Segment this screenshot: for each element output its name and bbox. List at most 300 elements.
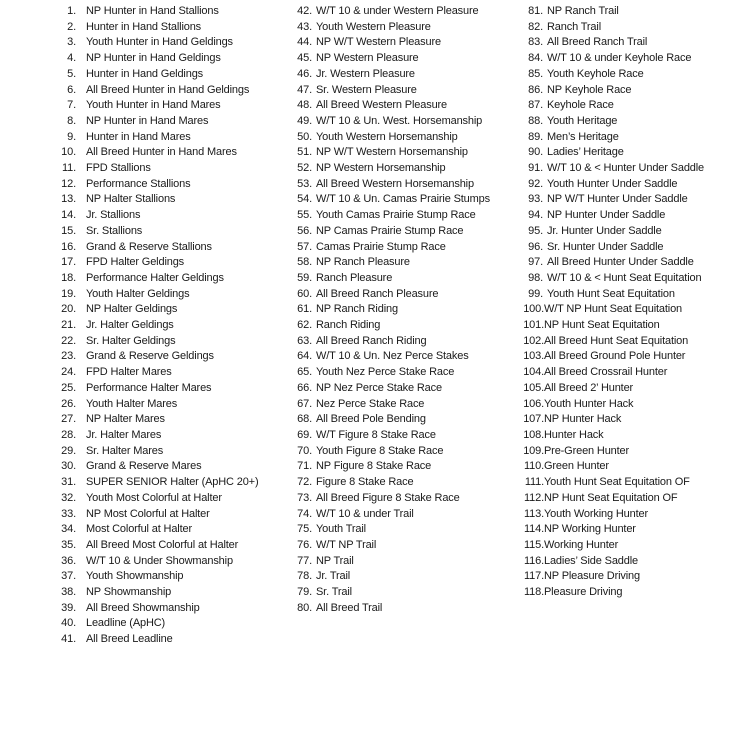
class-list-item — [293, 554, 493, 570]
class-list-item — [522, 459, 722, 475]
class-list-item — [522, 569, 722, 585]
class-number: 117. — [524, 570, 544, 583]
class-name: W/T 10 & < Hunt Seat Equitation — [547, 271, 702, 284]
class-name: Pleasure Driving — [544, 586, 623, 599]
class-name: Jr. Halter Mares — [86, 428, 162, 441]
class-list-item — [55, 130, 267, 146]
class-name: NP Hunter in Hand Geldings — [86, 52, 221, 65]
class-number: 101. — [523, 319, 544, 332]
class-list-item — [522, 114, 722, 130]
class-name: NP Most Colorful at Halter — [86, 507, 210, 520]
class-list-item — [55, 428, 267, 444]
class-name: Grand & Reserve Stallions — [86, 240, 212, 253]
class-list-item — [55, 240, 267, 256]
class-list-item — [55, 318, 267, 334]
class-list-item — [522, 271, 722, 287]
class-number: 102. — [523, 334, 544, 347]
class-name: Working Hunter — [544, 538, 619, 551]
class-list-item — [293, 569, 493, 585]
class-number: 59. — [297, 271, 312, 284]
class-number: 25. — [61, 381, 76, 394]
class-number: 86. — [528, 83, 543, 96]
class-number: 109. — [523, 444, 544, 457]
class-number: 77. — [297, 554, 312, 567]
class-number: 79. — [297, 586, 312, 599]
class-list-item — [522, 177, 722, 193]
class-name: W/T 10 & Under Showmanship — [86, 554, 233, 567]
class-list-item — [55, 585, 267, 601]
class-name: Youth Trail — [316, 523, 366, 536]
class-name: All Breed Hunter in Hand Geldings — [86, 83, 250, 96]
class-name: NP Camas Prairie Stump Race — [316, 224, 464, 237]
class-number: 90. — [528, 146, 543, 159]
class-name: NP Keyhole Race — [547, 83, 632, 96]
class-number: 7. — [67, 99, 76, 112]
class-name: NP Halter Geldings — [86, 303, 178, 316]
class-name: W/T NP Hunt Seat Equitation — [544, 303, 683, 316]
class-list-item — [293, 192, 493, 208]
class-number: 2. — [67, 20, 76, 33]
class-number: 11. — [61, 162, 76, 175]
class-list-item — [293, 114, 493, 130]
class-number: 14. — [61, 209, 76, 222]
class-name: Youth Working Hunter — [544, 507, 649, 520]
class-list-item — [522, 98, 722, 114]
class-list-item — [293, 51, 493, 67]
class-number: 39. — [61, 601, 76, 614]
class-number: 50. — [297, 130, 312, 143]
class-list-item — [55, 522, 267, 538]
class-name: All Breed Western Horsemanship — [316, 177, 474, 190]
class-name: All Breed Hunt Seat Equitation — [544, 334, 689, 347]
class-list-item — [522, 83, 722, 99]
class-name: Sr. Hunter Under Saddle — [547, 240, 664, 253]
class-name: Pre-Green Hunter — [544, 444, 630, 457]
class-name: W/T 10 & under Keyhole Race — [547, 52, 692, 65]
class-name: W/T 10 & under Trail — [316, 507, 414, 520]
class-list-item — [293, 302, 493, 318]
class-name: FPD Halter Mares — [86, 366, 172, 379]
class-list-item — [293, 365, 493, 381]
class-list-item — [522, 412, 722, 428]
class-number: 75. — [297, 523, 312, 536]
class-name: Nez Perce Stake Race — [316, 397, 425, 410]
class-number: 60. — [297, 287, 312, 300]
class-name: Performance Stallions — [86, 177, 191, 190]
class-list-item — [55, 569, 267, 585]
class-name: Youth Hunter Hack — [544, 397, 634, 410]
class-name: Youth Halter Geldings — [86, 287, 190, 300]
class-name: Youth Western Pleasure — [316, 20, 431, 33]
class-list-item — [522, 302, 722, 318]
class-number: 87. — [528, 99, 543, 112]
class-name: Performance Halter Mares — [86, 381, 212, 394]
class-name: W/T 10 & Un. West. Horsemanship — [316, 114, 483, 127]
class-number: 89. — [528, 130, 543, 143]
class-name: Youth Hunt Seat Equitation OF — [544, 476, 690, 489]
class-list-item — [522, 507, 722, 523]
class-name: Hunter in Hand Mares — [86, 130, 191, 143]
class-number: 99. — [528, 287, 543, 300]
class-number: 64. — [297, 350, 312, 363]
class-list-item — [522, 240, 722, 256]
class-name: Youth Halter Mares — [86, 397, 178, 410]
class-list-item — [522, 365, 722, 381]
class-name: W/T 10 & under Western Pleasure — [316, 5, 479, 17]
class-name: Ranch Trail — [547, 20, 601, 33]
class-name: Youth Hunter in Hand Geldings — [86, 36, 233, 49]
class-list-item — [293, 507, 493, 523]
class-name: Performance Halter Geldings — [86, 271, 224, 284]
class-list-item — [55, 98, 267, 114]
class-number: 84. — [528, 52, 543, 65]
class-number: 38. — [61, 586, 76, 599]
class-list-item — [522, 130, 722, 146]
class-name: Hunter in Hand Geldings — [86, 67, 204, 80]
class-number: 105. — [523, 381, 544, 394]
class-list-item — [55, 271, 267, 287]
class-list-item — [55, 20, 267, 36]
class-name: Figure 8 Stake Race — [316, 476, 414, 489]
class-number: 4. — [67, 52, 76, 65]
class-name: Green Hunter — [544, 460, 609, 473]
class-name: Sr. Trail — [316, 586, 352, 599]
class-number: 49. — [297, 114, 312, 127]
class-name: NP Trail — [316, 554, 354, 567]
class-list-item — [55, 365, 267, 381]
class-list-item — [55, 412, 267, 428]
class-name: Ranch Riding — [316, 319, 381, 332]
class-name: Ranch Pleasure — [316, 271, 393, 284]
class-list-item — [522, 444, 722, 460]
class-number: 20. — [61, 303, 76, 316]
class-list-item — [293, 522, 493, 538]
class-number: 21. — [61, 319, 76, 332]
class-list-item — [55, 616, 267, 632]
class-number: 58. — [297, 256, 312, 269]
class-list-item — [55, 632, 267, 648]
class-list-item — [293, 538, 493, 554]
class-list-item — [55, 302, 267, 318]
class-number: 106. — [523, 397, 544, 410]
class-list-item — [522, 192, 722, 208]
class-number: 114. — [524, 523, 544, 536]
class-list-item — [293, 20, 493, 36]
class-number: 55. — [297, 209, 312, 222]
class-number: 63. — [297, 334, 312, 347]
class-list-item — [55, 208, 267, 224]
class-name: All Breed Crossrail Hunter — [544, 366, 668, 379]
class-name: NP Halter Stallions — [86, 193, 176, 206]
class-list-item — [293, 98, 493, 114]
class-list-item — [293, 318, 493, 334]
class-list-item — [293, 224, 493, 240]
class-name: Jr. Hunter Under Saddle — [547, 224, 662, 237]
class-list-item — [522, 381, 722, 397]
class-name: Youth Heritage — [547, 114, 618, 127]
class-list-item — [522, 67, 722, 83]
class-list-item — [55, 444, 267, 460]
class-number: 78. — [297, 570, 312, 583]
class-name: Youth Keyhole Race — [547, 67, 644, 80]
class-name: Youth Camas Prairie Stump Race — [316, 209, 476, 222]
class-name: NP Showmanship — [86, 586, 172, 599]
class-list-item — [522, 208, 722, 224]
class-number: 57. — [297, 240, 312, 253]
class-name: All Breed Trail — [316, 601, 383, 614]
class-name: NP Ranch Pleasure — [316, 256, 410, 269]
class-number: 72. — [297, 476, 312, 489]
class-name: Youth Hunt Seat Equitation — [547, 287, 675, 300]
class-list-item — [55, 35, 267, 51]
class-name: Sr. Halter Mares — [86, 444, 164, 457]
class-list-item — [522, 318, 722, 334]
class-number: 32. — [61, 491, 76, 504]
class-list-item — [55, 349, 267, 365]
class-number: 15. — [61, 224, 76, 237]
class-number: 36. — [61, 554, 76, 567]
class-name: Youth Showmanship — [86, 570, 184, 583]
class-number: 18. — [61, 271, 76, 284]
class-list-item — [55, 177, 267, 193]
class-number: 12. — [61, 177, 76, 190]
class-list-item — [293, 601, 493, 617]
class-number: 96. — [528, 240, 543, 253]
class-number: 69. — [297, 428, 312, 441]
class-name: NP W/T Hunter Under Saddle — [547, 193, 688, 206]
class-list-item — [55, 554, 267, 570]
class-name: NP Pleasure Driving — [544, 570, 640, 583]
class-name: All Breed Leadline — [86, 633, 173, 646]
class-name: Hunter Hack — [544, 428, 604, 441]
class-number: 113. — [524, 507, 544, 520]
class-name: Sr. Halter Geldings — [86, 334, 176, 347]
class-list-item — [522, 255, 722, 271]
class-list-item — [293, 161, 493, 177]
class-name: All Breed Western Pleasure — [316, 99, 448, 112]
class-name: Hunter in Hand Stallions — [86, 20, 202, 33]
class-name: Youth Figure 8 Stake Race — [316, 444, 444, 457]
class-number: 42. — [297, 5, 312, 17]
class-name: All Breed Most Colorful at Halter — [86, 538, 239, 551]
class-list-item — [522, 538, 722, 554]
class-number: 70. — [297, 444, 312, 457]
class-number: 107. — [523, 413, 544, 426]
class-number: 67. — [297, 397, 312, 410]
class-list-item — [522, 287, 722, 303]
class-number: 27. — [61, 413, 76, 426]
class-number: 8. — [67, 114, 76, 127]
class-list-item — [55, 601, 267, 617]
class-number: 30. — [61, 460, 76, 473]
class-number: 24. — [61, 366, 76, 379]
class-name: Youth Nez Perce Stake Race — [316, 366, 455, 379]
class-list-item — [293, 459, 493, 475]
class-list-item — [55, 4, 267, 20]
class-name: NP Hunter in Hand Stallions — [86, 5, 219, 17]
class-list-item — [522, 428, 722, 444]
class-name: All Breed Ground Pole Hunter — [544, 350, 686, 363]
class-name: Ladies’ Heritage — [547, 146, 624, 159]
class-number: 73. — [297, 491, 312, 504]
class-name: Leadline (ApHC) — [86, 617, 166, 630]
class-list-item — [55, 67, 267, 83]
class-list-item — [522, 161, 722, 177]
class-name: W/T 10 & Un. Nez Perce Stakes — [316, 350, 469, 363]
class-list-item — [522, 397, 722, 413]
class-number: 103. — [523, 350, 544, 363]
class-number: 66. — [297, 381, 312, 394]
class-list-item — [293, 177, 493, 193]
class-number: 115. — [524, 538, 544, 551]
class-name: Grand & Reserve Geldings — [86, 350, 214, 363]
class-list-item — [293, 130, 493, 146]
class-number: 46. — [297, 67, 312, 80]
class-number: 92. — [528, 177, 543, 190]
class-list-item — [55, 51, 267, 67]
class-number: 37. — [61, 570, 76, 583]
class-list-item — [522, 491, 722, 507]
class-number: 74. — [297, 507, 312, 520]
class-number: 110. — [524, 460, 544, 473]
class-number: 1. — [67, 5, 76, 17]
class-number: 31. — [61, 476, 76, 489]
class-list-item — [55, 224, 267, 240]
class-number: 41. — [61, 633, 76, 646]
class-name: W/T 10 & < Hunter Under Saddle — [547, 162, 705, 175]
class-list-item — [293, 491, 493, 507]
class-list-item — [55, 145, 267, 161]
class-name: All Breed Figure 8 Stake Race — [316, 491, 460, 504]
class-list-item — [293, 145, 493, 161]
class-list-item — [522, 475, 722, 491]
class-number: 94. — [528, 209, 543, 222]
class-number: 6. — [67, 83, 76, 96]
class-number: 51. — [297, 146, 312, 159]
class-name: All Breed Ranch Pleasure — [316, 287, 439, 300]
class-list-item — [522, 145, 722, 161]
class-list-item — [55, 397, 267, 413]
class-list-item — [55, 334, 267, 350]
class-name: W/T Figure 8 Stake Race — [316, 428, 436, 441]
class-number: 61. — [297, 303, 312, 316]
class-number: 95. — [528, 224, 543, 237]
class-number: 108. — [523, 428, 544, 441]
class-name: NP Western Horsemanship — [316, 162, 446, 175]
class-name: W/T 10 & Un. Camas Prairie Stumps — [316, 193, 490, 206]
class-number: 118. — [524, 586, 544, 599]
class-list-item — [293, 412, 493, 428]
class-name: Jr. Trail — [316, 570, 351, 583]
class-number: 104. — [523, 366, 544, 379]
class-name: Keyhole Race — [547, 99, 614, 112]
class-name: Men’s Heritage — [547, 130, 619, 143]
class-list-item — [55, 475, 267, 491]
class-list-item — [55, 287, 267, 303]
class-name: SUPER SENIOR Halter (ApHC 20+) — [86, 476, 259, 489]
class-name: All Breed Hunter Under Saddle — [547, 256, 694, 269]
class-list-item — [293, 240, 493, 256]
class-list-item — [55, 192, 267, 208]
class-number: 35. — [61, 538, 76, 551]
class-name: NP W/T Western Horsemanship — [316, 146, 468, 159]
class-list-item — [522, 349, 722, 365]
class-list-item — [293, 585, 493, 601]
class-list-item — [522, 334, 722, 350]
class-name: Sr. Stallions — [86, 224, 143, 237]
class-number: 10. — [61, 146, 76, 159]
class-number: 82. — [528, 20, 543, 33]
class-name: FPD Stallions — [86, 162, 151, 175]
class-name: Jr. Stallions — [86, 209, 141, 222]
class-list-item — [522, 554, 722, 570]
class-list-item — [293, 475, 493, 491]
class-name: All Breed Hunter in Hand Mares — [86, 146, 237, 159]
class-number: 16. — [61, 240, 76, 253]
class-name: Ladies’ Side Saddle — [544, 554, 638, 567]
class-number: 5. — [67, 67, 76, 80]
class-list-column-3 — [522, 4, 722, 601]
class-number: 40. — [61, 617, 76, 630]
class-list-item — [522, 522, 722, 538]
class-name: Youth Western Horsemanship — [316, 130, 458, 143]
class-list-item — [55, 459, 267, 475]
class-list-item — [55, 161, 267, 177]
class-number: 76. — [297, 538, 312, 551]
class-name: Jr. Western Pleasure — [316, 67, 415, 80]
class-name: Jr. Halter Geldings — [86, 319, 174, 332]
class-list-item — [293, 349, 493, 365]
class-number: 17. — [61, 256, 76, 269]
class-name: NP Western Pleasure — [316, 52, 419, 65]
class-list-item — [293, 381, 493, 397]
class-name: Sr. Western Pleasure — [316, 83, 417, 96]
class-number: 112. — [524, 491, 544, 504]
class-list-item — [55, 114, 267, 130]
class-number: 88. — [528, 114, 543, 127]
class-list-item — [293, 83, 493, 99]
class-number: 62. — [297, 319, 312, 332]
class-list-column-1 — [55, 4, 267, 648]
class-list-item — [522, 20, 722, 36]
class-number: 23. — [61, 350, 76, 363]
class-number: 83. — [528, 36, 543, 49]
class-name: NP Halter Mares — [86, 413, 165, 426]
class-list-item — [293, 397, 493, 413]
class-number: 22. — [61, 334, 76, 347]
class-number: 85. — [528, 67, 543, 80]
class-name: All Breed Pole Bending — [316, 413, 426, 426]
class-list-item — [522, 585, 722, 601]
class-list-item — [55, 507, 267, 523]
class-list-item — [293, 67, 493, 83]
class-number: 111. — [524, 476, 544, 489]
class-number: 98. — [528, 271, 543, 284]
class-name: NP Hunt Seat Equitation — [544, 319, 660, 332]
class-name: All Breed Ranch Riding — [316, 334, 427, 347]
class-name: NP Ranch Riding — [316, 303, 398, 316]
class-list-item — [55, 83, 267, 99]
class-list-item — [55, 538, 267, 554]
class-number: 47. — [297, 83, 312, 96]
class-number: 34. — [61, 523, 76, 536]
class-list-item — [293, 4, 493, 20]
class-number: 100. — [523, 303, 544, 316]
class-number: 65. — [297, 366, 312, 379]
class-name: NP W/T Western Pleasure — [316, 36, 441, 49]
class-list-item — [293, 255, 493, 271]
class-number: 44. — [297, 36, 312, 49]
